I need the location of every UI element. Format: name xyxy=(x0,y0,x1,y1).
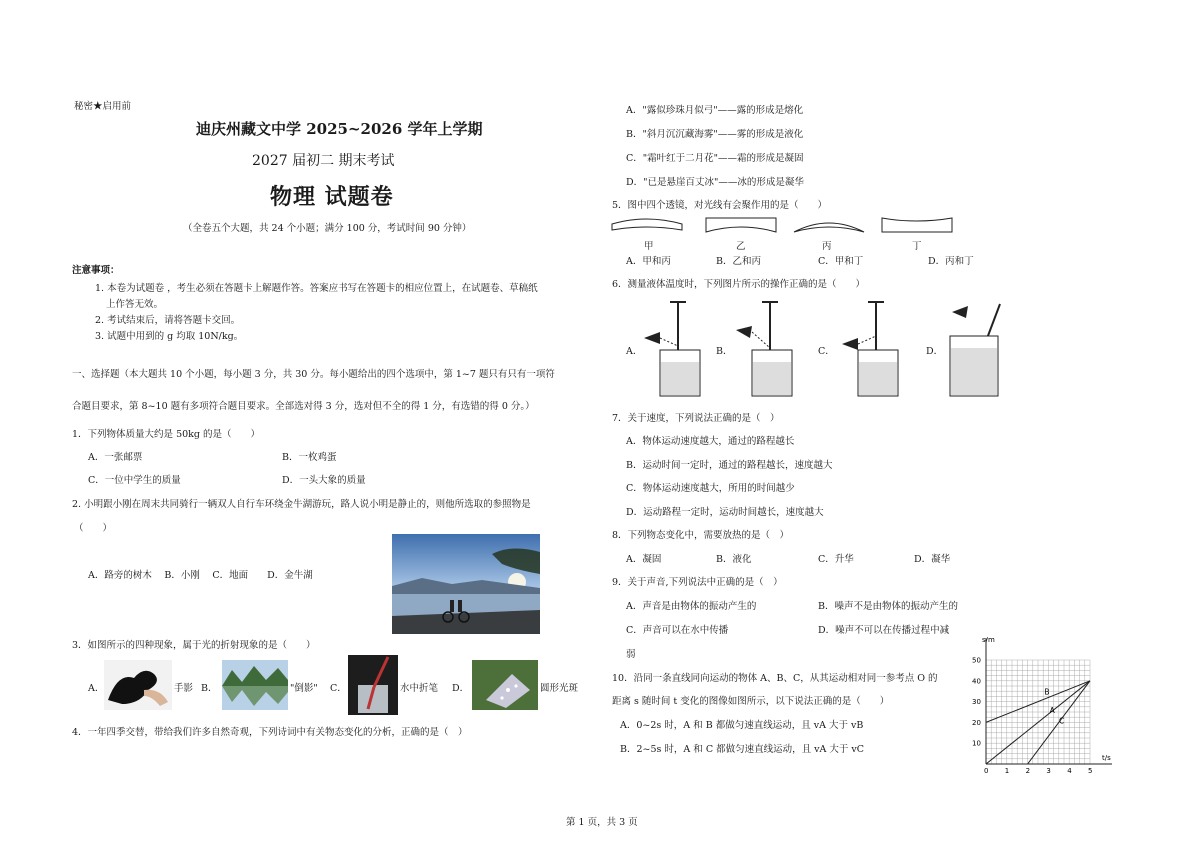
q4-option-b: B．"斜月沉沉藏海雾"——雾的形成是液化 xyxy=(626,129,804,140)
exam-title: 2027 届初二 期末考试 xyxy=(252,153,395,169)
lens-yi xyxy=(706,218,776,232)
q7-stem: 7．关于速度，下列说法正确的是（ ） xyxy=(612,413,780,424)
note-item: 1. 本卷为试题卷 ，考生必须在答题卡上解题作答。答案应书写在答题卡的相应位置上，在试题卷、草稿纸 xyxy=(95,283,538,294)
bent-pencil-image xyxy=(348,655,398,715)
q10-stem-cont: 距离 s 随时间 t 变化的图像如图所示，以下说法正确的是（ ） xyxy=(612,696,890,707)
q3-option-c-text: 水中折笔 xyxy=(400,683,439,694)
q9-option-d: D．噪声不可以在传播过程中减 xyxy=(818,625,950,636)
q5-option-c: C．甲和丁 xyxy=(818,256,864,267)
x-tick-label: 0 xyxy=(984,767,989,775)
lens-jia xyxy=(612,219,682,230)
note-item: 3. 试题中用到的 g 均取 10N/kg。 xyxy=(95,331,244,342)
q3-option-c-label: C． xyxy=(330,683,347,694)
school-title: 迪庆州藏文中学 2025~2026 学年上学期 xyxy=(196,120,483,138)
q6-option-c: C． xyxy=(818,346,835,357)
lens-ding xyxy=(882,218,952,232)
y-tick-label: 20 xyxy=(972,718,981,727)
note-item: 上作答无效。 xyxy=(106,299,164,310)
y-tick-label: 30 xyxy=(972,698,981,707)
page-number: 第 1 页，共 3 页 xyxy=(566,817,638,828)
x-axis-label: t/s xyxy=(1102,754,1111,762)
section-heading-cont: 合题目要求，第 8~10 题有多项符合题目要求。全部选对得 3 分，选对但不全的得 1 分，有选错的得 0 分。） xyxy=(72,401,535,412)
q9-option-b: B．噪声不是由物体的振动产生的 xyxy=(818,601,958,612)
q7-option-c: C．物体运动速度越大，所用的时间越少 xyxy=(626,483,795,494)
lens-bing xyxy=(794,223,864,232)
q3-option-a-label: A． xyxy=(88,683,105,694)
q8-option-b: B．液化 xyxy=(716,554,752,565)
q3-option-d-label: D． xyxy=(452,683,470,694)
lens-label: 丁 xyxy=(912,241,922,252)
q7-option-d: D．运动路程一定时，运动时间越长，速度越大 xyxy=(626,507,824,518)
secret-label: 秘密★启用前 xyxy=(74,101,132,112)
q9-option-a: A．声音是由物体的振动产生的 xyxy=(626,601,757,612)
q2-paren: （ ） xyxy=(74,523,113,534)
q3-option-d-text: 圆形光斑 xyxy=(540,683,579,694)
s-t-graph xyxy=(968,632,1118,777)
q2-stem: 2. 小明跟小刚在周末共同骑行一辆双人自行车环绕金牛湖游玩，路人说小明是静止的，则他所选取的参照物是 xyxy=(72,499,531,510)
q9-stem: 9．关于声音,下列说法中正确的是（ ） xyxy=(612,577,783,588)
q6-option-a: A． xyxy=(626,346,643,357)
series-label-B: B xyxy=(1044,687,1050,697)
q2-options: A．路旁的树木 B．小刚 C．地面 D．金牛湖 xyxy=(88,570,313,581)
series-label-C: C xyxy=(1058,716,1065,726)
q8-option-a: A．凝固 xyxy=(626,554,662,565)
thermometer-setup-a xyxy=(644,302,700,396)
thermometer-figure xyxy=(636,296,1016,402)
q8-stem: 8．下列物态变化中，需要放热的是（ ） xyxy=(612,530,790,541)
thermometer-setup-c xyxy=(842,302,898,396)
y-tick-label: 40 xyxy=(972,677,981,686)
series-label-A: A xyxy=(1049,706,1055,716)
q5-option-b: B．乙和丙 xyxy=(716,256,761,267)
thermometer-setup-b xyxy=(736,302,792,396)
reflection-image xyxy=(222,660,288,710)
q1-option-c: C．一位中学生的质量 xyxy=(88,475,181,486)
y-tick-label: 10 xyxy=(972,739,981,748)
lens-label: 乙 xyxy=(736,241,746,252)
note-item: 2. 考试结束后，请将答题卡交回。 xyxy=(95,315,241,326)
exam-info: （全卷五个大题，共 24 个小题；满分 100 分，考试时间 90 分钟） xyxy=(183,223,472,234)
q1-option-a: A．一张邮票 xyxy=(88,452,143,463)
q6-option-b: B． xyxy=(716,346,733,357)
q10-option-b: B．2~5s 时，A 和 C 都做匀速直线运动，且 vA 大于 vC xyxy=(620,744,865,755)
section-heading: 一、选择题（本大题共 10 个小题，每小题 3 分，共 30 分。每小题给出的四个选项中，第 1~7 题只有只有一项符 xyxy=(72,369,555,380)
lenses-figure xyxy=(610,214,990,238)
q4-option-c: C．"霜叶红于二月花"——霜的形成是凝固 xyxy=(626,153,804,164)
notes-heading: 注意事项： xyxy=(72,265,120,276)
q10-option-a: A．0~2s 时，A 和 B 都做匀速直线运动，且 vA 大于 vB xyxy=(620,720,864,731)
q6-stem: 6．测量液体温度时，下列图片所示的操作正确的是（ ） xyxy=(612,279,866,290)
q3-option-b-text: "倒影" xyxy=(290,683,318,694)
y-axis-label: s/m xyxy=(982,636,995,644)
q9-option-c: C．声音可以在水中传播 xyxy=(626,625,729,636)
q4-option-d: D．"已是悬崖百丈冰"——冰的形成是凝华 xyxy=(626,177,804,188)
q3-stem: 3．如图所示的四种现象，属于光的折射现象的是（ ） xyxy=(72,640,316,651)
x-tick-label: 3 xyxy=(1046,767,1051,775)
x-tick-label: 2 xyxy=(1025,767,1031,775)
q6-option-d: D． xyxy=(926,346,944,357)
q9-option-d-cont: 弱 xyxy=(626,649,636,660)
q8-option-d: D．凝华 xyxy=(914,554,951,565)
q1-stem: 1．下列物体质量大约是 50kg 的是（ ） xyxy=(72,429,261,440)
q1-option-d: D．一头大象的质量 xyxy=(282,475,366,486)
q4-option-a: A．"露似珍珠月似弓"——露的形成是熔化 xyxy=(626,105,804,116)
q5-stem: 5．图中四个透镜，对光线有会聚作用的是（ ） xyxy=(612,200,828,211)
subject-title: 物理 试题卷 xyxy=(270,184,394,210)
x-tick-label: 1 xyxy=(1004,767,1010,775)
cycling-lake-photo xyxy=(392,534,540,634)
x-tick-label: 5 xyxy=(1088,767,1093,775)
thermometer-setup-d xyxy=(950,304,1000,396)
q1-option-b: B．一枚鸡蛋 xyxy=(282,452,337,463)
y-tick-label: 50 xyxy=(972,656,981,665)
q10-stem: 10．沿同一条直线同向运动的物体 A、B、C，从其运动相对同一参考点 O 的 xyxy=(612,673,938,684)
q7-option-a: A．物体运动速度越大，通过的路程越长 xyxy=(626,436,795,447)
hand-shadow-image xyxy=(104,660,172,710)
q8-option-c: C．升华 xyxy=(818,554,854,565)
q5-option-a: A．甲和丙 xyxy=(626,256,671,267)
lens-label: 甲 xyxy=(644,241,654,252)
q4-stem: 4．一年四季交替，带给我们许多自然奇观，下列诗词中有关物态变化的分析，正确的是（ ） xyxy=(72,727,468,738)
q3-option-b-label: B． xyxy=(201,683,218,694)
q7-option-b: B．运动时间一定时，通过的路程越长，速度越大 xyxy=(626,460,833,471)
light-spots-image xyxy=(472,660,538,710)
q5-option-d: D．丙和丁 xyxy=(928,256,974,267)
x-tick-label: 4 xyxy=(1067,767,1072,775)
q3-option-a-text: 手影 xyxy=(174,683,194,694)
lens-label: 丙 xyxy=(822,241,832,252)
